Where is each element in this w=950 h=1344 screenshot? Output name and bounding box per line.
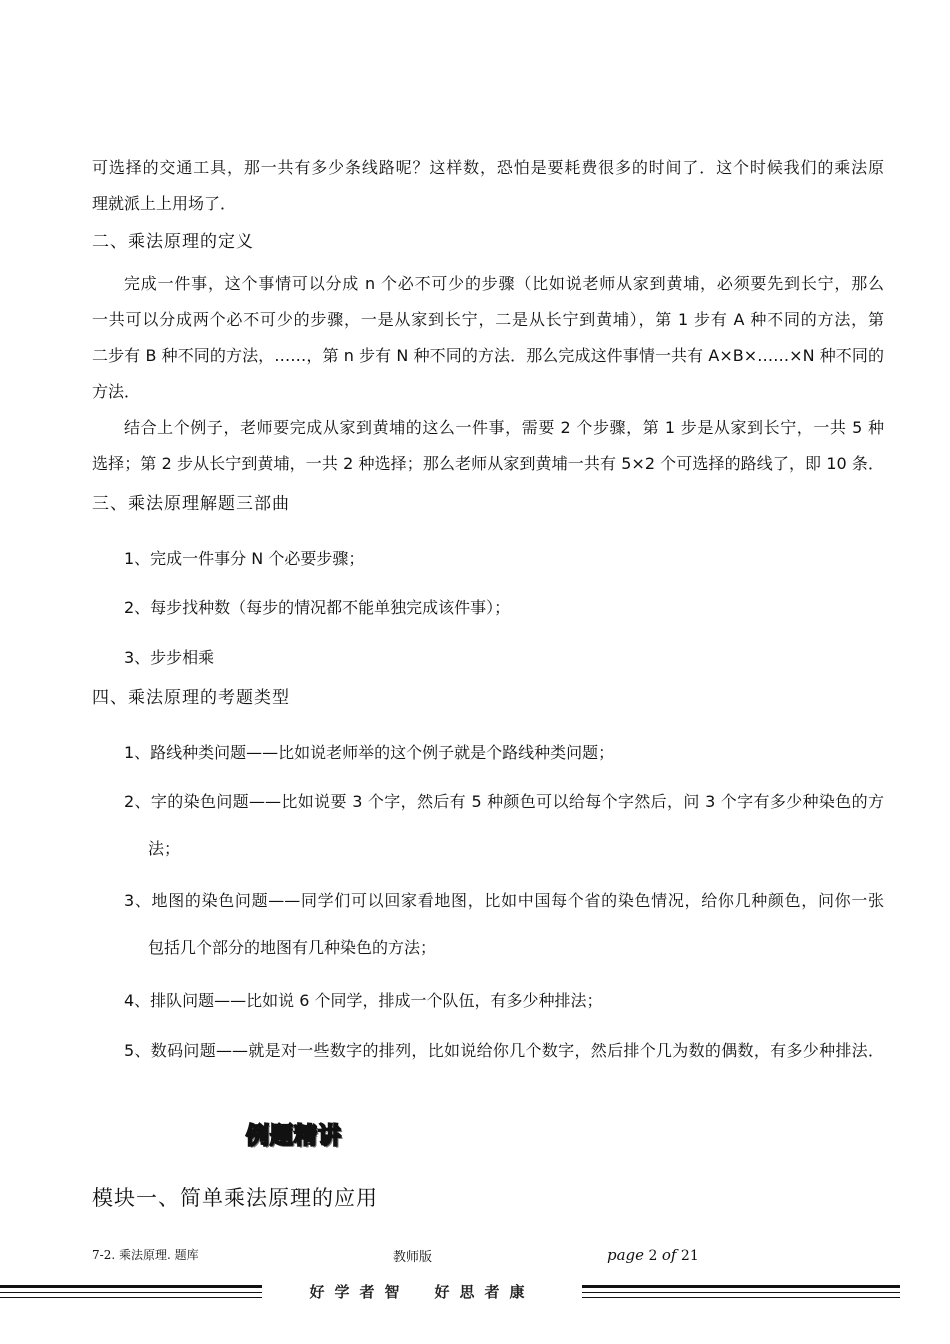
page-current: 2 xyxy=(648,1248,658,1264)
list-item: 1、完成一件事分 N 个必要步骤； xyxy=(124,549,365,568)
example-banner: 例题精讲 xyxy=(246,1123,342,1149)
paragraph-line: 选择；第 2 步从长宁到黄埔，一共 2 种选择；那么老师从家到黄埔一共有 5×2 个可选择的路线了，即 10 条． xyxy=(92,454,884,473)
paragraph-line: 一共可以分成两个必不可少的步骤，一是从家到长宁，二是从长宁到黄埔），第 1 步有 A 种不同的方法，第 xyxy=(92,310,884,329)
of-word: of xyxy=(661,1246,677,1264)
paragraph-line: 二步有 B 种不同的方法，……，第 n 步有 N 种不同的方法．那么完成这件事情一共有 A×B×……×N 种不同的 xyxy=(92,346,884,365)
list-item: 3、地图的染色问题——同学们可以回家看地图，比如中国每个省的染色情况，给你几种颜色，问你一张 xyxy=(124,891,884,910)
list-item-continuation: 包括几个部分的地图有几种染色的方法； xyxy=(148,938,437,957)
footer-page-number xyxy=(607,1246,699,1264)
page-word: page xyxy=(607,1246,645,1264)
footer-file-name: 7-2. 乘法原理. 题库 xyxy=(92,1248,199,1262)
paragraph-line: 完成一件事，这个事情可以分成 n 个必不可少的步骤（比如说老师从家到黄埔，必须要先到长宁，那么 xyxy=(124,274,884,293)
paragraph-line: 理就派上上用场了． xyxy=(92,194,237,213)
paragraph-line: 结合上个例子，老师要完成从家到黄埔的这么一件事，需要 2 个步骤，第 1 步是从家到长宁，一共 5 种 xyxy=(124,418,884,437)
list-item: 4、排队问题——比如说 6 个同学，排成一个队伍，有多少种排法； xyxy=(124,991,603,1010)
footer-motto: 好学者智 好思者康 xyxy=(262,1279,582,1303)
list-item: 3、步步相乘 xyxy=(124,648,215,667)
list-item: 1、路线种类问题——比如说老师举的这个例子就是个路线种类问题； xyxy=(124,743,615,762)
list-item: 2、字的染色问题——比如说要 3 个字，然后有 5 种颜色可以给每个字然后，问 3 个字有多少种染色的方 xyxy=(124,792,884,811)
list-item: 2、每步找种数（每步的情况都不能单独完成该件事）； xyxy=(124,598,511,617)
list-item: 5、数码问题——就是对一些数字的排列，比如说给你几个数字，然后排个几为数的偶数，有多少种排法． xyxy=(124,1041,884,1060)
footer-edition: 教师版 xyxy=(393,1250,433,1265)
page-total: 21 xyxy=(680,1248,699,1264)
paragraph-line: 方法． xyxy=(92,382,141,401)
section-heading-definition: 二、乘法原理的定义 xyxy=(92,232,254,252)
list-item-continuation: 法； xyxy=(148,839,181,858)
module-title: 模块一、简单乘法原理的应用 xyxy=(92,1186,378,1210)
section-heading-question-types: 四、乘法原理的考题类型 xyxy=(92,688,290,708)
section-heading-three-steps: 三、乘法原理解题三部曲 xyxy=(92,494,290,514)
paragraph-line: 可选择的交通工具，那一共有多少条线路呢？这样数，恐怕是要耗费很多的时间了．这个时候我们的乘法原 xyxy=(92,158,884,177)
